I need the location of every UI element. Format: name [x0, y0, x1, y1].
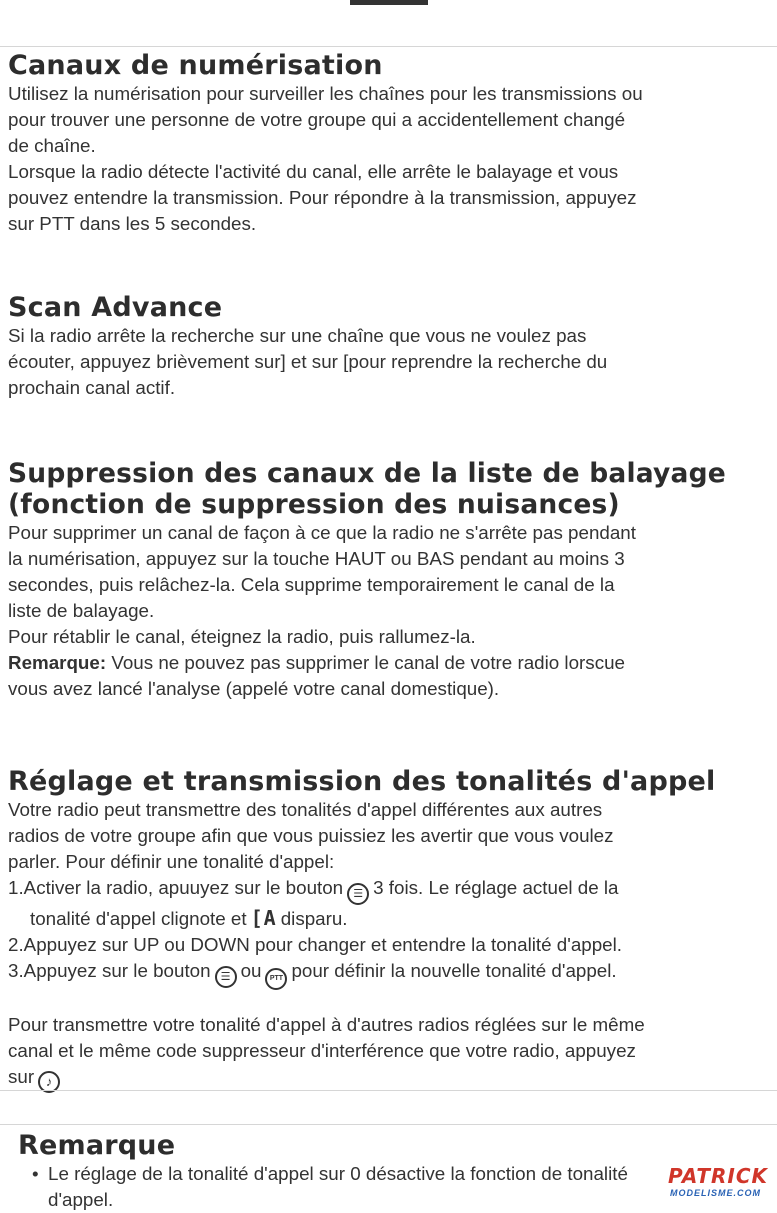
step-text: 1.Activer la radio, apuuyez sur le bouton — [8, 877, 344, 898]
line: Pour supprimer un canal de façon à ce que la radio ne s'arrête pas pendant — [8, 522, 636, 543]
divider — [0, 46, 777, 47]
step-3 — [8, 958, 770, 990]
step-text: disparu. — [280, 908, 348, 929]
line: la numérisation, appuyez sur la touche HAUT ou BAS pendant au moins 3 — [8, 548, 625, 569]
bullet-text: Le réglage de la tonalité d'appel sur 0 désactive la fonction de tonalité — [48, 1163, 628, 1184]
note-line — [8, 650, 770, 676]
line: Pour transmettre votre tonalité d'appel à d'autres radios réglées sur le même — [8, 1014, 645, 1035]
divider — [0, 1124, 777, 1125]
line: pouvez entendre la transmission. Pour répondre à la transmission, appuyez — [8, 187, 637, 208]
line: vous avez lancé l'analyse (appelé votre canal domestique). — [8, 678, 500, 699]
line: Pour rétablir le canal, éteignez la radio, puis rallumez-la. — [8, 626, 476, 647]
top-crop — [0, 0, 777, 8]
section-scan — [8, 292, 770, 401]
step-1 — [8, 875, 770, 932]
note-label: Remarque: — [8, 652, 107, 673]
line-text: sur — [8, 1066, 35, 1087]
section-reglage — [8, 766, 770, 1093]
logo-site: MODELISME.COM — [670, 1188, 761, 1198]
step-text: 3.Appuyez sur le bouton — [8, 960, 211, 981]
step-text: tonalité d'appel clignote et — [30, 908, 247, 929]
note-text: Vous ne pouvez pas supprimer le canal de votre radio lorscue — [106, 652, 625, 673]
menu-button-icon: ☰ — [215, 966, 237, 988]
section-canaux — [8, 50, 770, 237]
section-title: Suppression des canaux de la liste de balayage — [8, 458, 726, 489]
section-title: Remarque — [18, 1130, 176, 1161]
line: canal et le même code suppresseur d'interférence que votre radio, appuyez — [8, 1040, 636, 1061]
line: parler. Pour définir une tonalité d'appel: — [8, 851, 335, 872]
step-text: 3 fois. Le réglage actuel de la — [373, 877, 619, 898]
step-continuation — [8, 905, 770, 932]
line: prochain canal actif. — [8, 377, 176, 398]
step-2: 2.Appuyez sur UP ou DOWN pour changer et entendre la tonalité d'appel. — [8, 934, 622, 955]
step-text: pour définir la nouvelle tonalité d'appel. — [291, 960, 617, 981]
line: écouter, appuyez brièvement sur] et sur [pour reprendre la recherche du — [8, 351, 608, 372]
bullet-text: d'appel. — [48, 1189, 114, 1210]
line — [8, 1064, 770, 1093]
line: liste de balayage. — [8, 600, 155, 621]
ca-display-icon: [A — [250, 906, 277, 930]
line: Lorsque la radio détecte l'activité du canal, elle arrête le balayage et vous — [8, 161, 619, 182]
ptt-button-icon: PTT — [265, 968, 287, 990]
divider — [0, 1090, 777, 1091]
line: Utilisez la numérisation pour surveiller les chaînes pour les transmissions ou — [8, 83, 643, 104]
section-title: Scan Advance — [8, 292, 223, 323]
line: secondes, puis relâchez-la. Cela supprime temporairement le canal de la — [8, 574, 615, 595]
section-title: Réglage et transmission des tonalités d'appel — [8, 766, 716, 797]
line: pour trouver une personne de votre groupe qui a accidentellement changé — [8, 109, 626, 130]
section-suppression — [8, 458, 770, 702]
steps-list — [8, 875, 770, 990]
section-subtitle: (fonction de suppression des nuisances) — [8, 489, 620, 520]
line: Votre radio peut transmettre des tonalités d'appel différentes aux autres — [8, 799, 603, 820]
line: radios de votre groupe afin que vous puissiez les avertir que vous voulez — [8, 825, 614, 846]
call-button-icon: ♪ — [38, 1071, 60, 1093]
watermark-logo — [664, 1158, 774, 1200]
cropped-bar — [350, 0, 428, 5]
menu-button-icon: ☰ — [347, 883, 369, 905]
section-title: Canaux de numérisation — [8, 50, 383, 81]
logo-brand: PATRICK — [668, 1164, 769, 1188]
line: de chaîne. — [8, 135, 96, 156]
line: sur PTT dans les 5 secondes. — [8, 213, 257, 234]
line: Si la radio arrête la recherche sur une chaîne que vous ne voulez pas — [8, 325, 587, 346]
step-text: ou — [240, 960, 262, 981]
